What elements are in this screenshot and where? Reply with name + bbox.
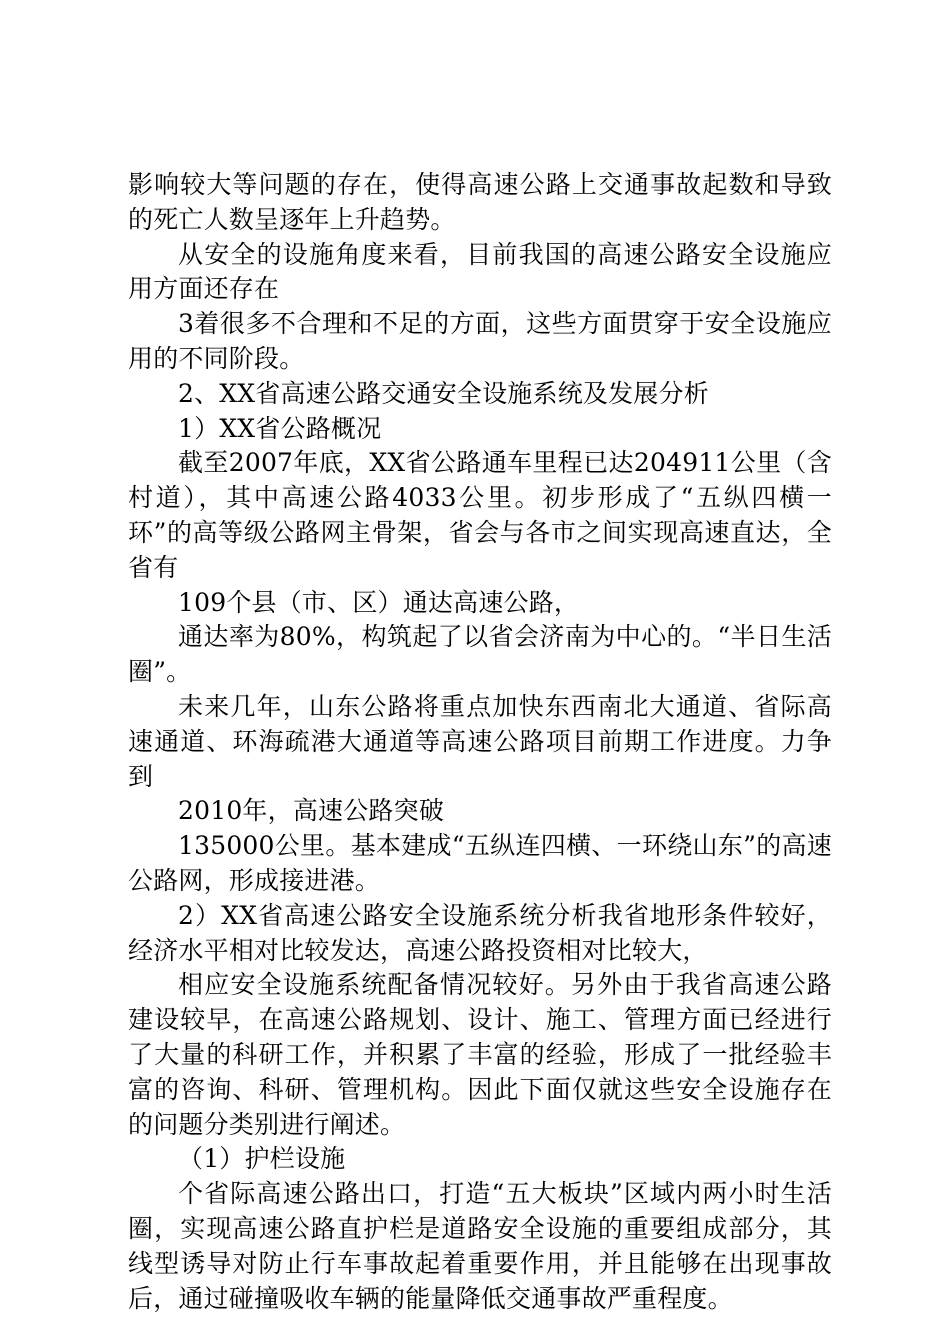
paragraph-11: 135000公里。基本建成“五纵连四横、一环绕山东”的高速公路网，形成接进港。	[128, 831, 832, 895]
paragraph-13: 相应安全设施系统配备情况较好。另外由于我省高速公路建设较早，在高速公路规划、设计、施工、管理方面已经进行了大量的科研工作，并积累了丰富的经验，形成了一批经验丰富的咨询、科研、管理机构。因此下面仅就这些安全设施存在的问题分类别进行阐述。	[128, 970, 832, 1139]
paragraph-12: 2）XX省高速公路安全设施系统分析我省地形条件较好，经济水平相对比较发达，高速公路投资相对比较大，	[128, 900, 832, 965]
paragraph-3: 3着很多不合理和不足的方面，这些方面贯穿于安全设施应用的不同阶段。	[128, 309, 832, 373]
document-body	[128, 168, 832, 1316]
paragraph-9: 未来几年，山东公路将重点加快东西南北大通道、省际高速通道、环海疏港大通道等高速公路项目前期工作进度。力争到	[128, 691, 832, 791]
subsection-heading-guardrail: （1）护栏设施	[178, 1144, 346, 1174]
paragraph-10: 2010年，高速公路突破	[178, 796, 445, 826]
paragraph-8: 通达率为80%，构筑起了以省会济南为中心的。“半日生活圈”。	[128, 622, 832, 687]
section-heading-2: 2、XX省高速公路交通安全设施系统及发展分析	[178, 378, 709, 408]
subsection-heading-1: 1）XX省公路概况	[178, 413, 382, 443]
paragraph-7: 109个县（市、区）通达高速公路，	[178, 587, 580, 617]
paragraph-2: 从安全的设施角度来看，目前我国的高速公路安全设施应用方面还存在	[128, 239, 832, 304]
paragraph-15: 个省际高速公路出口，打造“五大板块”区域内两小时生活圈，实现高速公路直护栏是道路安全设施的重要组成部分，其线型诱导对防止行车事故起着重要作用，并且能够在出现事故后，通过碰撞吸收车辆的能量降低交通事故严重程度。	[128, 1179, 832, 1313]
paragraph-1: 影响较大等问题的存在，使得高速公路上交通事故起数和导致的死亡人数呈逐年上升趋势。	[128, 170, 832, 234]
paragraph-6: 截至2007年底，XX省公路通车里程已达204911公里（含村道），其中高速公路4033公里。初步形成了“五纵四横一环”的高等级公路网主骨架，省会与各市之间实现高速直达，全省有	[128, 448, 832, 582]
